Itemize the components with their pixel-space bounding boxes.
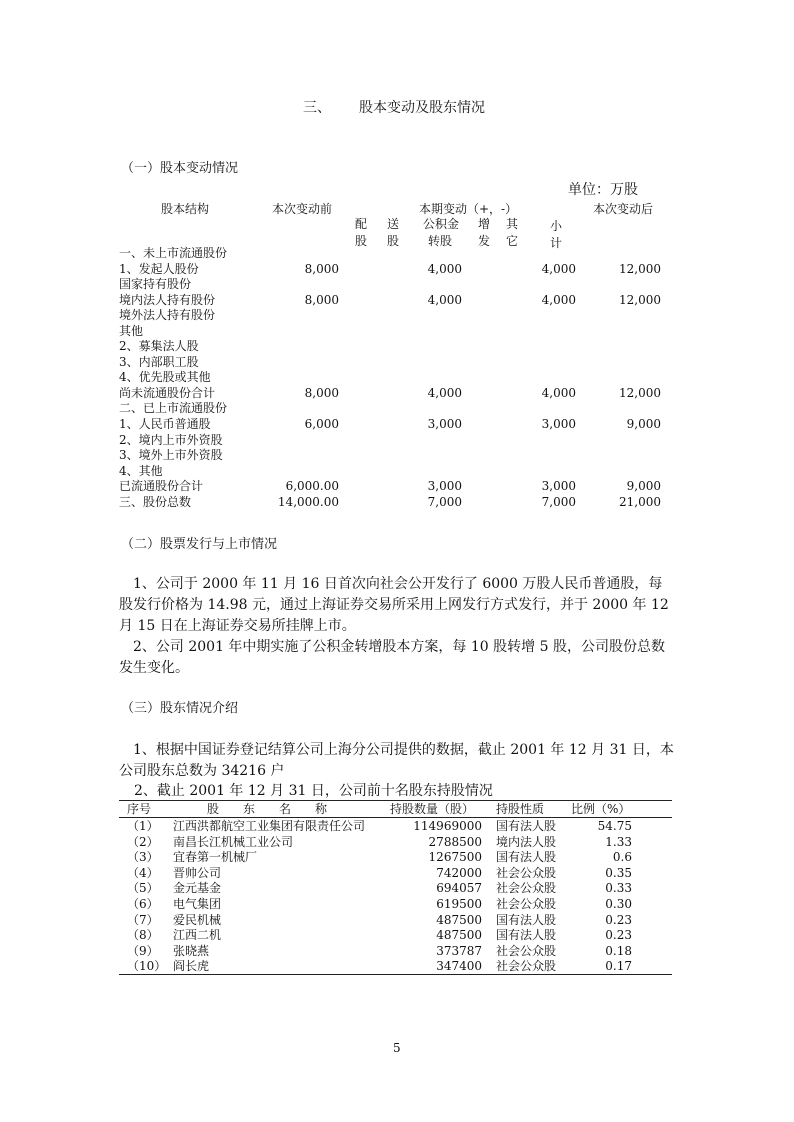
holder-shares: 619500: [436, 897, 482, 911]
holder-type: 境内法人股: [496, 835, 557, 849]
after-cell: 12,000: [619, 262, 661, 276]
gjj-cell: 4,000: [427, 262, 462, 276]
row-label: 境内法人持有股份: [119, 293, 216, 307]
before-cell: 6,000.00: [285, 479, 339, 493]
row-label: 国家持有股份: [119, 277, 192, 291]
row-label: 一、未上市流通股份: [119, 246, 228, 260]
xj-cell: 3,000: [541, 417, 576, 431]
col-no: 序号: [127, 802, 152, 816]
holder-type: 社会公众股: [496, 944, 557, 958]
holder-ratio: 0.6: [612, 850, 632, 864]
holder-no: （1）: [127, 819, 159, 833]
col-song-1: 送: [387, 217, 400, 231]
holder-name: 张晓燕: [173, 944, 210, 958]
col-name: 股 东 名 称: [207, 802, 328, 816]
holder-type: 国有法人股: [496, 913, 557, 927]
holder-type: 社会公众股: [496, 866, 557, 880]
col-structure: 股本结构: [161, 202, 210, 216]
gjj-cell: 4,000: [427, 293, 462, 307]
col-type: 持股性质: [496, 802, 545, 816]
holder-shares: 1267500: [428, 850, 482, 864]
before-cell: 14,000.00: [277, 495, 339, 509]
col-song-2: 股: [387, 234, 400, 248]
section-number: 三、: [303, 100, 331, 116]
before-cell: 8,000: [304, 262, 339, 276]
col-ratio: 比例（%）: [571, 802, 631, 816]
col-qt-1: 其: [506, 217, 519, 231]
shareholder-table-header-rule: [119, 817, 672, 818]
sub3-paragraph-2: 2、截止 2001 年 12 月 31 日，公司前十名股东持股情况: [134, 783, 493, 799]
col-xj-1: 小: [550, 219, 563, 233]
holder-name: 爱民机械: [173, 913, 222, 927]
holder-type: 社会公众股: [496, 959, 557, 973]
col-change: 本期变动（+，-）: [419, 202, 518, 216]
holder-no: （2）: [127, 835, 159, 849]
page-number: 5: [393, 1041, 401, 1055]
row-label: 尚未流通股份合计: [119, 386, 216, 400]
holder-name: 金元基金: [173, 881, 222, 895]
holder-ratio: 0.23: [605, 928, 632, 942]
after-cell: 21,000: [619, 495, 661, 509]
col-pei-1: 配: [355, 217, 368, 231]
holder-no: （3）: [127, 850, 159, 864]
sub3-heading: （三）股东情况介绍: [121, 701, 239, 716]
col-zf-2: 发: [478, 234, 491, 248]
holder-type: 国有法人股: [496, 928, 557, 942]
holder-shares: 694057: [436, 881, 482, 895]
holder-ratio: 1.33: [605, 835, 632, 849]
holder-no: （9）: [127, 944, 159, 958]
xj-cell: 4,000: [541, 386, 576, 400]
holder-shares: 487500: [436, 913, 482, 927]
row-label: 2、境内上市外资股: [119, 433, 223, 447]
holder-no: （8）: [127, 928, 159, 942]
holder-ratio: 0.35: [605, 866, 632, 880]
shareholder-table-bottom-rule: [119, 974, 672, 975]
sub2-paragraph-1: 1、公司于 2000 年 11 月 16 日首次向社会公开发行了 6000 万股人民币普通股，每股发行价格为 14.98 元，通过上海证券交易所采用上网发行方式发行，并于 2000 年 12 月 15 日在上海证券交易所挂牌上市。: [119, 576, 669, 634]
xj-cell: 4,000: [541, 293, 576, 307]
holder-shares: 742000: [436, 866, 482, 880]
col-shares: 持股数量（股）: [390, 802, 475, 816]
row-label: 境外法人持有股份: [119, 308, 216, 322]
row-label: 3、境外上市外资股: [119, 448, 223, 462]
holder-name: 江西洪都航空工业集团有限责任公司: [173, 819, 366, 833]
holder-shares: 487500: [436, 928, 482, 942]
col-gjj-2: 转股: [428, 234, 453, 248]
gjj-cell: 3,000: [427, 417, 462, 431]
holder-shares: 2788500: [428, 835, 482, 849]
sub2-heading: （二）股票发行与上市情况: [121, 537, 278, 552]
row-label: 二、已上市流通股份: [119, 401, 228, 415]
holder-name: 晋帅公司: [173, 866, 222, 880]
unit-label: 单位：万股: [568, 182, 638, 198]
col-after: 本次变动后: [593, 202, 654, 216]
holder-name: 南昌长江机械工业公司: [173, 835, 294, 849]
before-cell: 6,000: [304, 417, 339, 431]
holder-shares: 373787: [436, 944, 482, 958]
col-before: 本次变动前: [272, 202, 333, 216]
holder-name: 江西二机: [173, 928, 222, 942]
row-label: 4、其他: [119, 464, 163, 478]
shareholder-table-top-rule: [119, 800, 672, 801]
row-label: 1、发起人股份: [119, 262, 199, 276]
after-cell: 12,000: [619, 293, 661, 307]
holder-ratio: 0.30: [605, 897, 632, 911]
holder-type: 国有法人股: [496, 819, 557, 833]
holder-ratio: 54.75: [597, 819, 632, 833]
section-title: 股本变动及股东情况: [359, 100, 485, 116]
before-cell: 8,000: [304, 293, 339, 307]
sub2-paragraph-2: 2、公司 2001 年中期实施了公积金转增股本方案，每 10 股转增 5 股，公司股份总数发生变化。: [119, 639, 665, 676]
col-xj-2: 计: [550, 236, 563, 250]
holder-ratio: 0.33: [605, 881, 632, 895]
gjj-cell: 3,000: [427, 479, 462, 493]
col-qt-2: 它: [506, 234, 519, 248]
holder-no: （7）: [127, 913, 159, 927]
holder-name: 阎长虎: [173, 959, 210, 973]
holder-ratio: 0.17: [605, 959, 632, 973]
holder-name: 电气集团: [173, 897, 222, 911]
xj-cell: 3,000: [541, 479, 576, 493]
col-gjj-1: 公积金: [423, 217, 460, 231]
holder-no: （6）: [127, 897, 159, 911]
gjj-cell: 7,000: [427, 495, 462, 509]
after-cell: 9,000: [626, 417, 661, 431]
row-label: 1、人民币普通股: [119, 417, 211, 431]
holder-name: 宜春第一机械厂: [173, 850, 258, 864]
after-cell: 12,000: [619, 386, 661, 400]
xj-cell: 4,000: [541, 262, 576, 276]
holder-no: （5）: [127, 881, 159, 895]
holder-no: （4）: [127, 866, 159, 880]
holder-shares: 114969000: [413, 819, 482, 833]
xj-cell: 7,000: [541, 495, 576, 509]
before-cell: 8,000: [304, 386, 339, 400]
col-zf-1: 增: [478, 217, 491, 231]
holder-type: 国有法人股: [496, 850, 557, 864]
row-label: 4、优先股或其他: [119, 370, 211, 384]
sub1-heading: （一）股本变动情况: [121, 161, 239, 176]
holder-ratio: 0.18: [605, 944, 632, 958]
holder-ratio: 0.23: [605, 913, 632, 927]
row-label: 2、募集法人股: [119, 339, 199, 353]
after-cell: 9,000: [626, 479, 661, 493]
sub3-paragraph-1: 1、根据中国证券登记结算公司上海分公司提供的数据，截止 2001 年 12 月 31 日，本公司股东总数为 34216 户: [119, 742, 674, 779]
col-pei-2: 股: [355, 234, 368, 248]
row-label: 三、股份总数: [119, 495, 192, 509]
holder-no: （10）: [127, 959, 167, 973]
row-label: 已流通股份合计: [119, 479, 204, 493]
holder-type: 社会公众股: [496, 881, 557, 895]
holder-shares: 347400: [436, 959, 482, 973]
holder-type: 社会公众股: [496, 897, 557, 911]
row-label: 其他: [119, 324, 144, 338]
row-label: 3、内部职工股: [119, 355, 199, 369]
gjj-cell: 4,000: [427, 386, 462, 400]
